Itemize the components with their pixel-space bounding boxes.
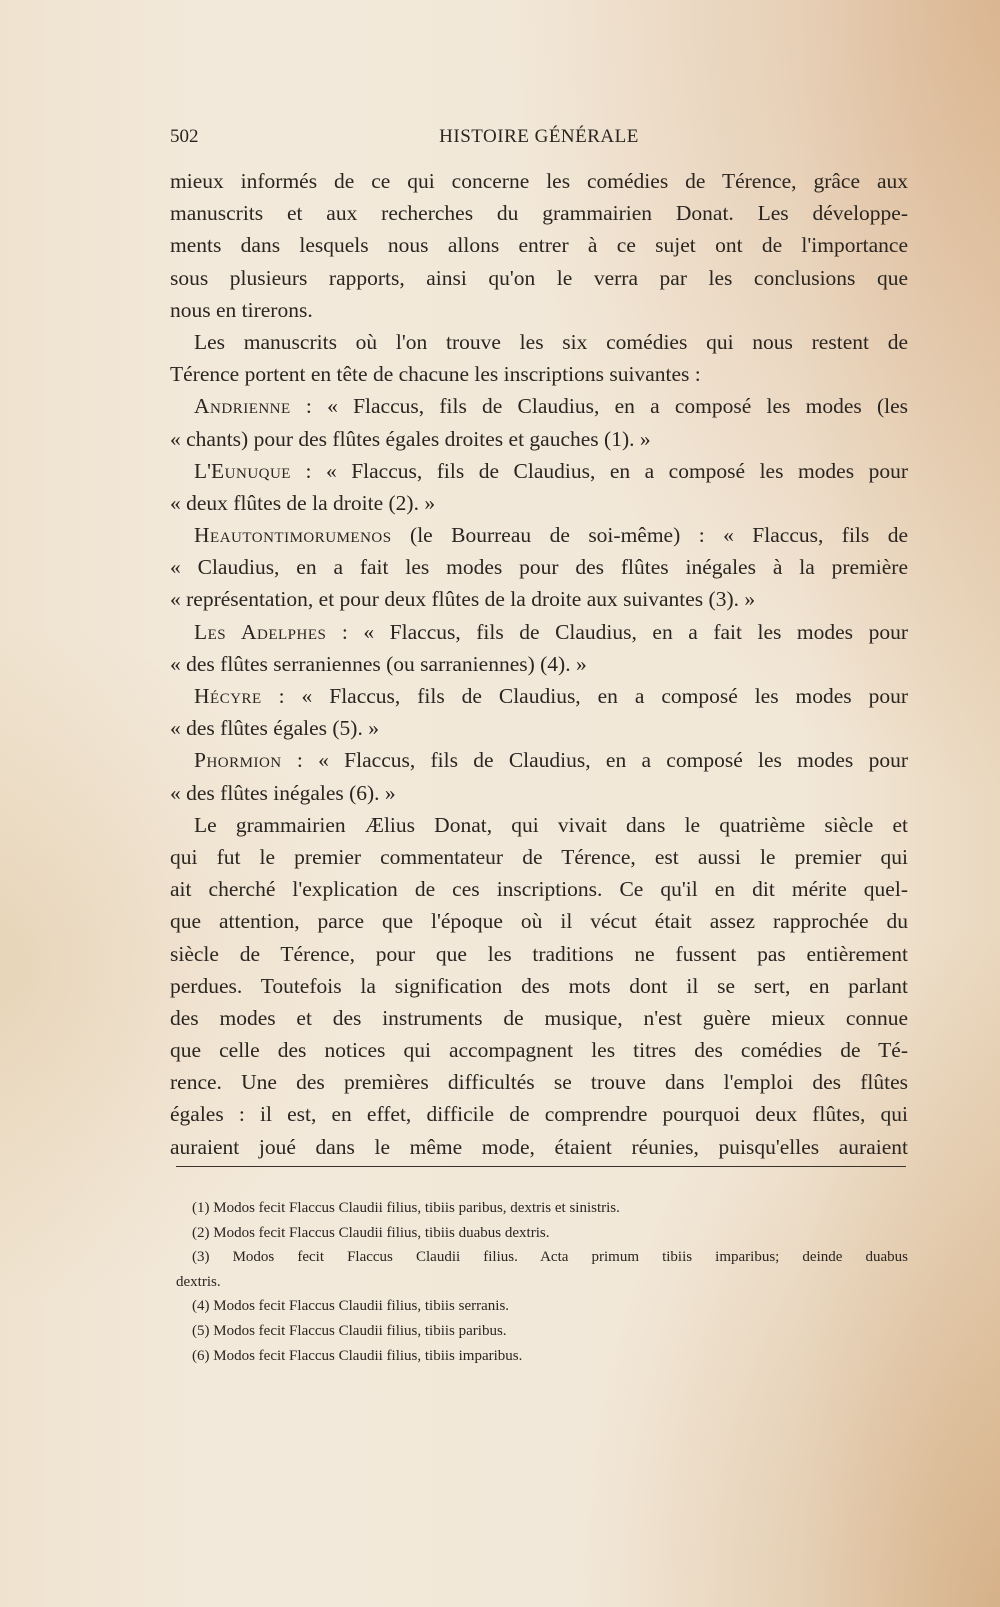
play-title-andrienne: Andrienne [194, 394, 291, 419]
footnote-6: (6) Modos fecit Flaccus Claudii filius, tibiis imparibus. [192, 1347, 523, 1364]
footnote-separator [176, 1166, 906, 1167]
play-title-heautontimorumenos: Heautontimorumenos [194, 523, 392, 548]
play-title-eunuque: Eunuque [211, 458, 291, 483]
text-line: « des flûtes inégales (6). » [170, 780, 396, 805]
article: L' [194, 458, 212, 483]
footnote-3-continuation: dextris. [176, 1273, 221, 1290]
inscription-text: (le Bourreau de soi-même) : « Flaccus, fils de [391, 523, 908, 548]
inscription-text: : « Flaccus, fils de Claudius, en a composé les modes (les [290, 394, 908, 419]
text-line: « Claudius, en a fait les modes pour des flûtes inégales à la première [170, 555, 908, 580]
inscription-andrienne [170, 390, 908, 422]
text-line: nous en tirerons. [170, 297, 313, 322]
inscription-text: : « Flaccus, fils de Claudius, en a composé les modes pour [281, 748, 908, 773]
body-text [170, 165, 908, 1163]
text-line: que attention, parce que l'époque où il vécut était assez rapprochée du [170, 909, 908, 934]
inscription-heautontimorumenos [170, 519, 908, 551]
text-line: auraient joué dans le même mode, étaient réunies, puisqu'elles auraient [170, 1134, 908, 1159]
text-line: que celle des notices qui accompagnent les titres des comédies de Té- [170, 1038, 908, 1063]
footnote-2: (2) Modos fecit Flaccus Claudii filius, tibiis duabus dextris. [192, 1224, 550, 1241]
text-line: perdues. Toutefois la signification des mots dont il se sert, en parlant [170, 973, 908, 998]
play-title-phormion: Phormion [194, 748, 282, 773]
inscription-adelphes [170, 616, 908, 648]
text-line: « deux flûtes de la droite (2). » [170, 490, 436, 515]
play-title-adelphes: Adelphes [240, 619, 327, 644]
text-line: « chants) pour des flûtes égales droites et gauches (1). » [170, 426, 651, 451]
article: Les [194, 619, 241, 644]
text-line: Le grammairien Ælius Donat, qui vivait dans le quatrième siècle et [194, 812, 908, 837]
text-line: ments dans lesquels nous allons entrer à ce sujet ont de l'importance [170, 233, 908, 258]
inscription-text: : « Flaccus, fils de Claudius, en a fait les modes pour [326, 619, 908, 644]
footnote-3: (3) Modos fecit Flaccus Claudii filius. Acta primum tibiis imparibus; deinde duabus [192, 1249, 908, 1266]
inscription-text: : « Flaccus, fils de Claudius, en a composé les modes pour [290, 458, 908, 483]
text-line: Les manuscrits où l'on trouve les six comédies qui nous restent de [194, 329, 908, 354]
play-title-hecyre: Hécyre [194, 684, 262, 708]
text-line: qui fut le premier commentateur de Térence, est aussi le premier qui [170, 844, 908, 869]
footnotes [176, 1196, 908, 1368]
text-line: manuscrits et aux recherches du grammairien Donat. Les développe- [170, 201, 908, 226]
text-line: « des flûtes égales (5). » [170, 716, 379, 741]
footnote-4: (4) Modos fecit Flaccus Claudii filius, tibiis serranis. [192, 1298, 510, 1315]
footnote-5: (5) Modos fecit Flaccus Claudii filius, tibiis paribus. [192, 1322, 507, 1339]
footnote-1: (1) Modos fecit Flaccus Claudii filius, tibiis paribus, dextris et sinistris. [192, 1200, 620, 1216]
text-line: Térence portent en tête de chacune les inscriptions suivantes : [170, 362, 701, 387]
page-header [170, 126, 908, 152]
text-line: « représentation, et pour deux flûtes de la droite aux suivantes (3). » [170, 587, 756, 612]
text-line: siècle de Térence, pour que les traditions ne fussent pas entièrement [170, 941, 908, 966]
text-line: mieux informés de ce qui concerne les comédies de Térence, grâce aux [170, 169, 908, 193]
page-number: 502 [170, 126, 199, 147]
text-line: « des flûtes serraniennes (ou sarraniennes) (4). » [170, 651, 587, 676]
text-line: égales : il est, en effet, difficile de comprendre pourquoi deux flûtes, qui [170, 1102, 908, 1127]
running-title: HISTOIRE GÉNÉRALE [439, 126, 639, 147]
text-line: des modes et des instruments de musique, n'est guère mieux connue [170, 1005, 908, 1030]
inscription-text: : « Flaccus, fils de Claudius, en a composé les modes pour [261, 684, 908, 708]
inscription-eunuque [170, 455, 908, 487]
inscription-phormion [170, 744, 908, 776]
inscription-hecyre [170, 680, 908, 712]
text-line: ait cherché l'explication de ces inscriptions. Ce qu'il en dit mérite quel- [170, 877, 908, 902]
text-line: sous plusieurs rapports, ainsi qu'on le verra par les conclusions que [170, 265, 908, 290]
text-line: rence. Une des premières difficultés se trouve dans l'emploi des flûtes [170, 1070, 908, 1095]
